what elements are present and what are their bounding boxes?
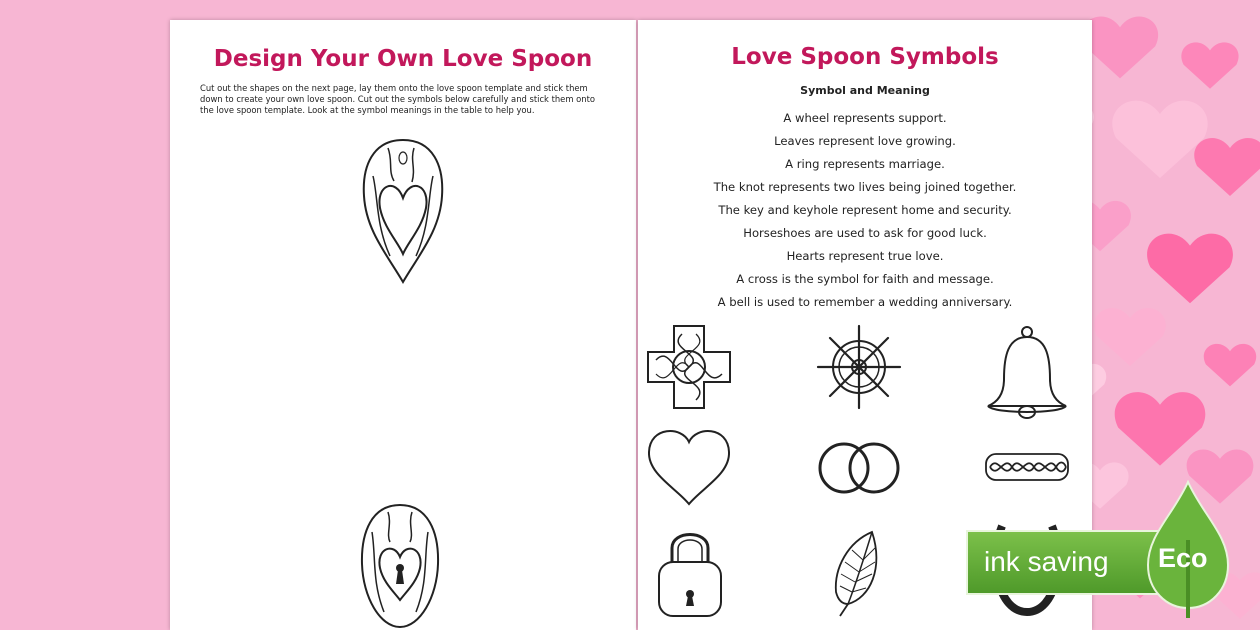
meaning-key: The key and keyhole represent home and security. [718,203,1012,217]
meaning-heart: Hearts represent true love. [786,249,944,263]
meaning-bell: A bell is used to remember a wedding anniversary. [717,295,1013,309]
instructions-text: Cut out the shapes on the next page, lay them onto the love spoon template and stick them down to create your own love spoon. Cut out the symbols below carefully and stick them onto the love spoon template. Look at the symbol meanings in the table to help you. [200,83,595,115]
padlock-icon [656,526,724,620]
ink-saving-label: ink saving [984,546,1109,577]
meanings-list [638,107,1092,314]
meaning-cross: A cross is the symbol for faith and message. [736,272,994,286]
left-worksheet-page [170,20,636,630]
ship-wheel-icon [816,324,902,410]
two-rings-icon [814,438,904,498]
meaning-horseshoe: Horseshoes are used to ask for good luck. [743,226,987,240]
leaf-icon [828,528,888,618]
heart-icon [646,426,732,506]
meaning-wheel: A wheel represents support. [783,111,947,125]
right-page-title: Love Spoon Symbols [731,44,999,70]
meaning-knot: The knot represents two lives being joined together. [713,180,1017,194]
left-page-title: Design Your Own Love Spoon [213,46,593,72]
spoon-bowl-heart-shape [358,136,448,286]
meaning-ring: A ring represents marriage. [785,157,945,171]
spoon-bowl-keyhole-shape [358,502,442,630]
meaning-leaves: Leaves represent love growing. [774,134,956,148]
table-header: Symbol and Meaning [800,84,930,97]
celtic-knot-icon [984,450,1070,484]
eco-label: Eco [1158,543,1208,573]
celtic-cross-icon [646,324,732,410]
bell-icon [984,324,1070,428]
